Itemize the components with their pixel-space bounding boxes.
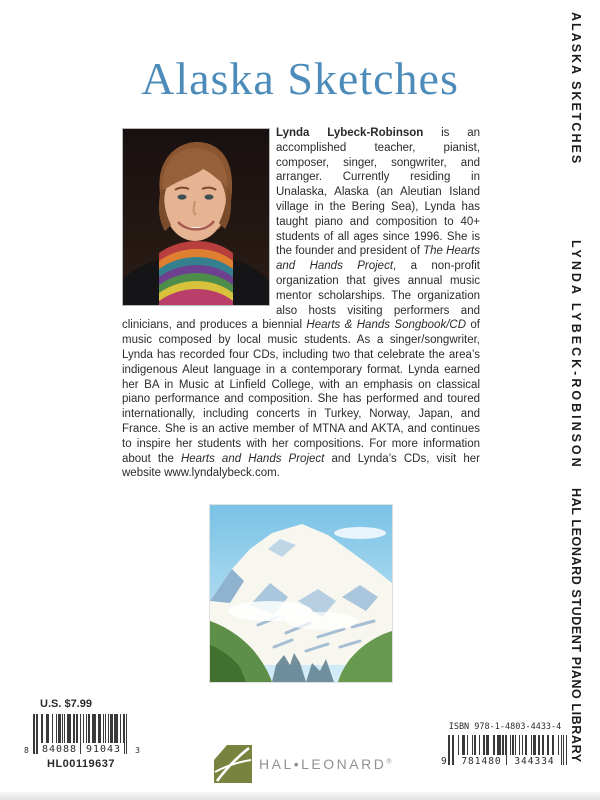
author-portrait-illustration: [123, 129, 269, 305]
upc-bars: [33, 714, 129, 754]
isbn-lead-digit: 9: [441, 756, 447, 767]
registered-trademark: ®: [386, 758, 394, 766]
upc-barcode: [24, 714, 140, 756]
isbn-bars: [448, 735, 568, 765]
upc-check-digit: 3: [135, 746, 140, 755]
book-title: Alaska Sketches: [141, 53, 459, 104]
author-portrait-photo: [122, 128, 270, 306]
mountain-illustration: [210, 505, 392, 682]
bio-section: [122, 126, 480, 481]
mountain-photo: [209, 504, 393, 683]
upc-lead-digit: 8: [24, 746, 29, 755]
spine-series: HAL LEONARD STUDENT PIANO LIBRARY: [569, 488, 583, 763]
isbn-right-digits: 344334: [510, 755, 559, 768]
isbn-block: [440, 722, 570, 772]
spine-title: ALASKA SKETCHES: [569, 12, 583, 166]
bio-paragraph: Lynda Lybeck-Robinson is an accomplished teacher, pianist, composer, singer, songwriter, and arranger. Currently residing in Unalaska, Alaska (an Aleutian Island village in the Bering Sea), Lynda has taught piano and composition to 40+ students of all ages since 1996. She is the founder and president of The Hearts and Hands Project, a non-profit organization that gives annual music mentor scholarships. The organization also hosts visiting performers and clinicians, and produces a biennial Hearts & Hands Songbook/CD of music composed by local music students. As a singer/songwriter, Lynda has recorded four CDs, including two that celebrate the area’s indigenous Aleut language in a contemporary format. Lynda earned her BA in Music at Linfield College, with an emphasis on classical piano performance and composition. She has performed and toured internationally, including concerts in Turkey, Norway, Japan, and France. She is an active member of MTNA and AKTA, and continues to inspire her students with her compositions. For more information about the Hearts and Hands Project and Lynda’s CDs, visit her website www.lyndalybeck.com.: [122, 127, 481, 480]
spine-author: LYNDA LYBECK-ROBINSON: [569, 240, 583, 470]
publisher-logo: [214, 745, 394, 783]
upc-left-digits: 84088: [39, 743, 80, 756]
price-label: U.S. $7.99: [40, 698, 92, 710]
page-bottom-edge: [0, 792, 600, 800]
hal-leonard-logo-icon: [214, 745, 252, 783]
catalog-number: HL00119637: [47, 758, 115, 770]
publisher-name: HAL•LEONARD®: [259, 756, 394, 772]
isbn-number: ISBN 978-1-4803-4433-4: [448, 722, 562, 732]
isbn-left-digits: 781480: [457, 755, 506, 768]
upc-right-digits: 91043: [83, 743, 124, 756]
